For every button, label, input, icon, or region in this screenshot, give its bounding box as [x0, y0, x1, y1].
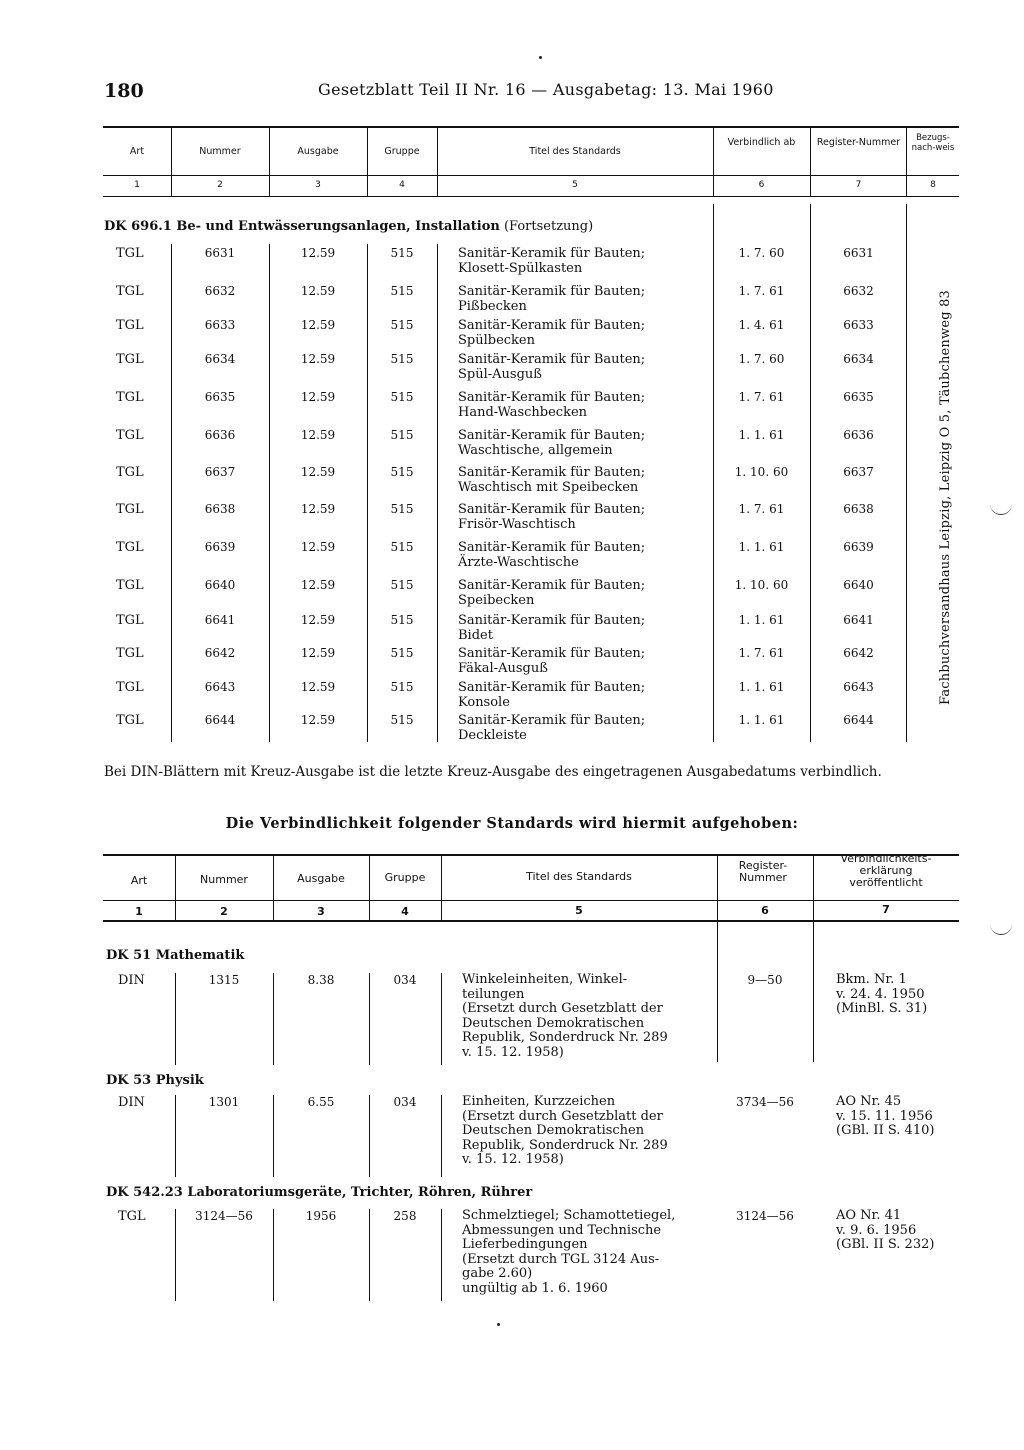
cell-art: TGL — [116, 680, 144, 695]
col-rule — [813, 856, 814, 920]
cell-ausgabe: 12.59 — [300, 680, 336, 694]
cell-gruppe: 515 — [390, 352, 414, 366]
col-number: 1 — [134, 180, 140, 190]
col-header-gruppe: Gruppe — [384, 146, 420, 157]
cell-art: TGL — [116, 713, 144, 728]
page-number: 180 — [104, 80, 144, 102]
cell-ab: 1. 7. 60 — [738, 352, 785, 366]
col-number: 6 — [761, 904, 769, 917]
cell-nummer: 6642 — [204, 646, 236, 660]
cell-gruppe: 515 — [390, 646, 414, 660]
cell-gruppe: 258 — [393, 1209, 417, 1223]
cell-titel: Sanitär-Keramik für Bauten; — [458, 540, 646, 555]
cell-nummer: 6640 — [204, 578, 236, 592]
cell-titel: Winkeleinheiten, Winkel- — [462, 972, 628, 987]
col-header-verbindlich: Verbindlich ab — [727, 137, 796, 148]
cell-erklaerung: v. 15. 11. 1956 — [836, 1108, 933, 1124]
cell-titel: Sanitär-Keramik für Bauten; — [458, 613, 646, 628]
cell-reg: 6642 — [843, 646, 874, 660]
cell-ausgabe: 12.59 — [300, 284, 336, 298]
col-rule — [273, 973, 274, 1065]
cell-titel: Sanitär-Keramik für Bauten; — [458, 680, 646, 695]
cell-nummer: 6639 — [204, 540, 236, 554]
col-number: 4 — [401, 905, 409, 918]
cell-ausgabe: 6.55 — [307, 1095, 335, 1109]
cell-titel: Deutschen Demokratischen — [462, 1123, 645, 1139]
cell-nummer: 6641 — [204, 613, 236, 627]
col-number: 5 — [572, 180, 578, 190]
cell-titel: Republik, Sonderdruck Nr. 289 — [462, 1030, 668, 1046]
col-rule — [175, 1209, 176, 1301]
section-suffix: (Fortsetzung) — [503, 219, 594, 234]
cell-art: TGL — [116, 352, 144, 367]
header-rule — [103, 175, 959, 176]
cell-titel: Ärzte-Waschtische — [458, 555, 579, 570]
col-header-erklaerung: Verbindlichkeits-erklärung veröffentlicht — [840, 852, 932, 889]
cell-titel: Spül-Ausguß — [458, 367, 542, 382]
margin-mark — [990, 924, 1012, 935]
cell-titel: Konsole — [458, 695, 510, 710]
col-rule — [175, 856, 176, 920]
cell-ausgabe: 12.59 — [300, 713, 336, 727]
cell-reg: 6644 — [843, 713, 874, 727]
col-rule — [369, 973, 370, 1065]
col-rule — [441, 856, 442, 920]
cell-ab: 1. 1. 61 — [738, 540, 785, 554]
cell-nummer: 6635 — [204, 390, 236, 404]
cell-gruppe: 515 — [390, 390, 414, 404]
cell-reg: 6636 — [843, 428, 874, 442]
cell-gruppe: 515 — [390, 246, 414, 260]
col-header-nummer: Nummer — [200, 873, 248, 886]
cell-ausgabe: 12.59 — [300, 246, 336, 260]
col-header-register: Register-Nummer — [738, 859, 788, 884]
cell-titel: Abmessungen und Technische — [462, 1222, 662, 1238]
cell-reg: 9—50 — [747, 973, 783, 987]
cell-gruppe: 515 — [390, 578, 414, 592]
cell-titel: Deutschen Demokratischen — [462, 1015, 645, 1031]
cell-titel: Waschtisch mit Speibecken — [458, 480, 639, 495]
col-number: 2 — [217, 180, 223, 190]
col-rule — [437, 244, 438, 742]
cell-erklaerung: AO Nr. 41 — [836, 1208, 902, 1223]
cell-titel: Schmelztiegel; Schamottetiegel, — [462, 1208, 676, 1223]
cell-ab: 1. 10. 60 — [734, 465, 789, 479]
section-heading: DK 542.23 Laboratoriumsgeräte, Trichter, Röhren, Rührer — [106, 1185, 533, 1200]
col-number: 7 — [882, 903, 890, 916]
cell-art: TGL — [116, 540, 144, 555]
col-header-bezug: Bezugs-nach-weis — [911, 133, 955, 153]
cell-art: TGL — [116, 428, 144, 443]
col-rule — [441, 973, 442, 1065]
cell-titel: Deckleiste — [458, 728, 527, 743]
cell-titel: gabe 2.60) — [462, 1266, 533, 1282]
col-rule — [717, 856, 718, 920]
cell-erklaerung: AO Nr. 45 — [836, 1094, 902, 1109]
col-rule — [810, 128, 811, 196]
col-number: 3 — [315, 180, 321, 190]
speck — [539, 56, 542, 59]
cell-nummer: 6643 — [204, 680, 236, 694]
col-rule — [273, 1095, 274, 1177]
cell-titel: Spülbecken — [458, 333, 535, 348]
cell-ab: 1. 7. 60 — [738, 246, 785, 260]
col-rule — [369, 856, 370, 920]
cell-erklaerung: Bkm. Nr. 1 — [836, 972, 907, 987]
col-header-ausgabe: Ausgabe — [297, 872, 345, 885]
section-title: DK 696.1 Be- und Entwässerungsanlagen, Installation — [104, 219, 500, 234]
cell-titel: Lieferbedingungen — [462, 1237, 588, 1253]
cell-gruppe: 515 — [390, 284, 414, 298]
col-rule — [369, 1209, 370, 1301]
cell-titel: Sanitär-Keramik für Bauten; — [458, 646, 646, 661]
col-rule — [437, 128, 438, 196]
col-rule — [273, 1209, 274, 1301]
cell-ab: 1. 10. 60 — [734, 578, 789, 592]
cell-titel: Speibecken — [458, 593, 535, 608]
cell-reg: 6641 — [843, 613, 874, 627]
cell-nummer: 6631 — [204, 246, 236, 260]
cell-ab: 1. 4. 61 — [738, 318, 785, 332]
col-rule — [369, 1095, 370, 1177]
col-rule — [367, 128, 368, 196]
cell-reg: 3124—56 — [736, 1209, 794, 1223]
cell-art: TGL — [116, 646, 144, 661]
cell-art: TGL — [116, 465, 144, 480]
cell-titel: Frisör-Waschtisch — [458, 517, 576, 532]
cell-gruppe: 515 — [390, 318, 414, 332]
col-header-nummer: Nummer — [199, 146, 241, 157]
cell-gruppe: 515 — [390, 680, 414, 694]
col-number: 6 — [758, 180, 765, 190]
cell-art: TGL — [116, 284, 144, 299]
cell-reg: 6632 — [843, 284, 874, 298]
cell-ab: 1. 7. 61 — [738, 646, 785, 660]
col-number: 7 — [855, 180, 862, 190]
cell-gruppe: 034 — [393, 1095, 417, 1109]
cell-ab: 1. 1. 61 — [738, 613, 785, 627]
cell-reg: 6633 — [843, 318, 874, 332]
section-heading — [104, 219, 593, 234]
col-header-art: Art — [129, 146, 145, 157]
col-rule — [713, 128, 714, 196]
col-rule — [269, 128, 270, 196]
cell-ab: 1. 7. 61 — [738, 390, 785, 404]
cell-ab: 1. 1. 61 — [738, 428, 785, 442]
cell-titel: (Ersetzt durch Gesetzblatt der — [462, 1108, 663, 1124]
col-rule — [906, 128, 907, 196]
cell-nummer: 6634 — [204, 352, 236, 366]
col-header-ausgabe: Ausgabe — [297, 146, 339, 157]
cell-nummer: 1315 — [208, 973, 240, 987]
cell-ausgabe: 12.59 — [300, 428, 336, 442]
cell-reg: 6639 — [843, 540, 874, 554]
cell-ausgabe: 1956 — [305, 1209, 337, 1223]
cell-titel: Sanitär-Keramik für Bauten; — [458, 352, 646, 367]
header-rule — [103, 900, 959, 901]
cell-titel: teilungen — [462, 986, 525, 1002]
cell-titel: Hand-Waschbecken — [458, 405, 588, 420]
col-rule — [441, 1095, 442, 1177]
section-heading: DK 53 Physik — [106, 1073, 204, 1088]
cell-erklaerung: (MinBl. S. 31) — [836, 1001, 928, 1017]
cell-titel: v. 15. 12. 1958) — [462, 1152, 564, 1168]
cell-reg: 6640 — [843, 578, 874, 592]
col-header-titel: Titel des Standards — [526, 870, 632, 883]
cell-titel: Sanitär-Keramik für Bauten; — [458, 465, 646, 480]
cell-ab: 1. 7. 61 — [738, 284, 785, 298]
cell-ab: 1. 1. 61 — [738, 713, 785, 727]
cell-art: DIN — [118, 1095, 145, 1110]
cell-nummer: 6644 — [204, 713, 236, 727]
col-number: 1 — [135, 905, 143, 918]
cell-titel: Waschtische, allgemein — [458, 443, 613, 458]
cell-gruppe: 515 — [390, 613, 414, 627]
cell-titel: Sanitär-Keramik für Bauten; — [458, 284, 646, 299]
col-rule — [175, 973, 176, 1065]
col-rule — [273, 856, 274, 920]
cell-art: TGL — [118, 1209, 146, 1224]
footnote: Bei DIN-Blättern mit Kreuz-Ausgabe ist die letzte Kreuz-Ausgabe des eingetragenen Ausgabedatums verbindlich. — [104, 764, 882, 780]
cell-ausgabe: 12.59 — [300, 578, 336, 592]
cell-ab: 1. 1. 61 — [738, 680, 785, 694]
cell-gruppe: 034 — [393, 973, 417, 987]
number-rule — [103, 196, 959, 197]
cell-titel: Sanitär-Keramik für Bauten; — [458, 578, 646, 593]
cell-ausgabe: 12.59 — [300, 352, 336, 366]
col-rule — [171, 128, 172, 196]
cell-ausgabe: 12.59 — [300, 502, 336, 516]
col-number: 4 — [399, 180, 405, 190]
cell-titel: v. 15. 12. 1958) — [462, 1045, 564, 1060]
cell-titel: Klosett-Spülkasten — [458, 261, 583, 276]
cell-nummer: 6636 — [204, 428, 236, 442]
cell-erklaerung: v. 9. 6. 1956 — [836, 1222, 917, 1238]
col-number: 8 — [930, 180, 936, 190]
cell-titel: Sanitär-Keramik für Bauten; — [458, 318, 646, 333]
cell-art: TGL — [116, 318, 144, 333]
cell-titel: Sanitär-Keramik für Bauten; — [458, 390, 646, 405]
col-rule — [717, 922, 718, 1062]
cell-ausgabe: 8.38 — [307, 973, 335, 987]
cell-titel: (Ersetzt durch Gesetzblatt der — [462, 1001, 663, 1017]
cell-titel: Sanitär-Keramik für Bauten; — [458, 246, 646, 261]
cell-reg: 3734—56 — [736, 1095, 794, 1109]
cell-nummer: 6638 — [204, 502, 236, 516]
cell-titel: (Ersetzt durch TGL 3124 Aus- — [462, 1251, 660, 1267]
col-number: 2 — [220, 905, 228, 918]
col-number: 3 — [317, 905, 325, 918]
col-header-art: Art — [130, 874, 148, 887]
cell-art: TGL — [116, 390, 144, 405]
cell-nummer: 6632 — [204, 284, 236, 298]
col-number: 5 — [575, 904, 583, 917]
cell-reg: 6638 — [843, 502, 874, 516]
cell-art: TGL — [116, 578, 144, 593]
cell-ausgabe: 12.59 — [300, 390, 336, 404]
cell-erklaerung: (GBl. II S. 410) — [836, 1123, 935, 1139]
col-rule — [175, 1095, 176, 1177]
cell-gruppe: 515 — [390, 502, 414, 516]
cell-nummer: 1301 — [208, 1095, 240, 1109]
cell-titel: Fäkal-Ausguß — [458, 661, 548, 676]
cell-gruppe: 515 — [390, 428, 414, 442]
cell-ab: 1. 7. 61 — [738, 502, 785, 516]
col-header-register: Register-Nummer — [816, 137, 901, 148]
cell-reg: 6637 — [843, 465, 874, 479]
cell-ausgabe: 12.59 — [300, 540, 336, 554]
speck — [497, 1323, 500, 1326]
cell-titel: Pißbecken — [458, 299, 527, 314]
cell-art: TGL — [116, 613, 144, 628]
cell-titel: Einheiten, Kurzzeichen — [462, 1094, 616, 1109]
cell-erklaerung: (GBl. II S. 232) — [836, 1237, 935, 1253]
number-rule — [103, 920, 959, 922]
cell-titel: Sanitär-Keramik für Bauten; — [458, 428, 646, 443]
cell-reg: 6634 — [843, 352, 874, 366]
cell-erklaerung: v. 24. 4. 1950 — [836, 986, 925, 1002]
cell-reg: 6635 — [843, 390, 874, 404]
col-header-titel: Titel des Standards — [529, 146, 621, 157]
cell-ausgabe: 12.59 — [300, 613, 336, 627]
col-rule — [441, 1209, 442, 1301]
cell-gruppe: 515 — [390, 540, 414, 554]
cell-titel: Sanitär-Keramik für Bauten; — [458, 502, 646, 517]
subheading: Die Verbindlichkeit folgender Standards wird hiermit aufgehoben: — [225, 815, 799, 832]
cell-titel: ungültig ab 1. 6. 1960 — [462, 1281, 608, 1296]
cell-ausgabe: 12.59 — [300, 646, 336, 660]
cell-gruppe: 515 — [390, 713, 414, 727]
bezugsnachweis-text: Fachbuchversandhaus Leipzig, Leipzig O 5, Täubchenweg 83 — [938, 289, 953, 705]
col-header-gruppe: Gruppe — [384, 871, 426, 884]
cell-titel: Sanitär-Keramik für Bauten; — [458, 713, 646, 728]
margin-mark — [990, 504, 1012, 515]
cell-art: TGL — [116, 246, 144, 261]
table-top-rule — [103, 126, 959, 128]
cell-ausgabe: 12.59 — [300, 318, 336, 332]
cell-titel: Bidet — [458, 628, 493, 643]
cell-art: DIN — [118, 973, 145, 988]
cell-reg: 6631 — [843, 246, 874, 260]
cell-ausgabe: 12.59 — [300, 465, 336, 479]
cell-reg: 6643 — [843, 680, 874, 694]
cell-nummer: 6633 — [204, 318, 236, 332]
page-header: Gesetzblatt Teil II Nr. 16 — Ausgabetag: 13. Mai 1960 — [318, 80, 774, 99]
cell-gruppe: 515 — [390, 465, 414, 479]
cell-art: TGL — [116, 502, 144, 517]
cell-titel: Republik, Sonderdruck Nr. 289 — [462, 1137, 668, 1153]
cell-nummer: 6637 — [204, 465, 236, 479]
section-heading: DK 51 Mathematik — [106, 948, 245, 963]
cell-nummer: 3124—56 — [195, 1209, 253, 1223]
col-rule — [813, 922, 814, 1062]
